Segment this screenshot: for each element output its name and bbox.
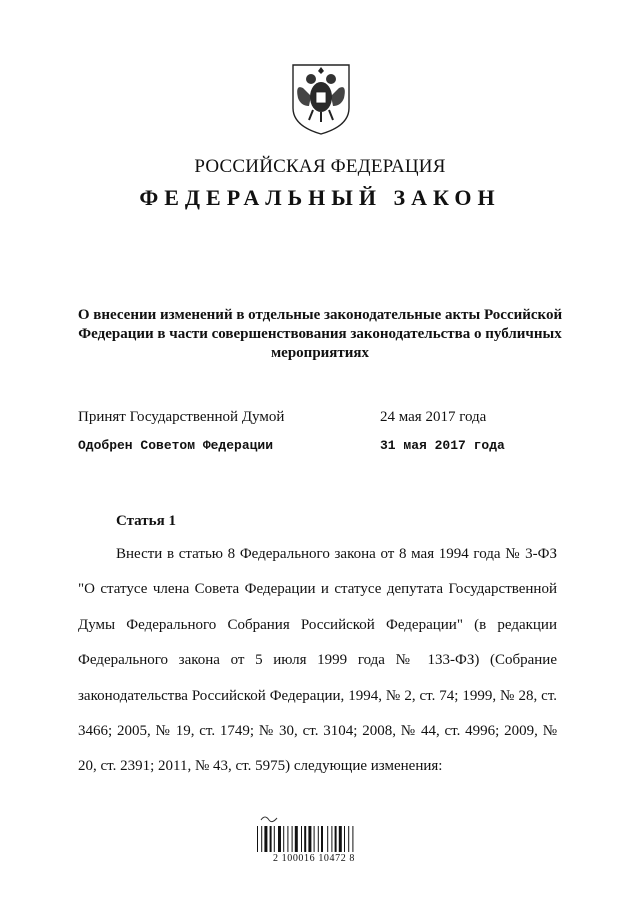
approved-label: Одобрен Советом Федерации	[78, 438, 274, 453]
document-type: ФЕДЕРАЛЬНЫЙ ЗАКОН	[139, 185, 501, 210]
coat-of-arms-icon	[289, 62, 353, 136]
barcode-number: 2 100016 10472 8	[272, 853, 356, 864]
adopted-label: Принят Государственной Думой	[78, 409, 285, 425]
article-heading: Статья 1	[116, 513, 176, 529]
approved-date: 31 мая 2017 года	[380, 438, 505, 453]
article-text: Внести в статью 8 Федерального закона от 8 мая 1994 года № 3-ФЗ "О статусе члена Совета Федерации и статусе депутата Государственной Думы Федерального Собрания Российской Федерации" (в редакции Федерального закона от 5 июля 1999 года № 133-ФЗ) (Собрание законодательства Российской Федерации, 1994, № 2, ст. 74; 1999, № 28, ст. 3466; 2005, № 19, ст. 1749; № 30, ст. 3104; 2008, № 44, ст. 4996; 2009, № 20, ст. 2391; 2011, № 43, ст. 5975) следующие изменения:	[78, 546, 557, 775]
adopted-date: 24 мая 2017 года	[380, 409, 487, 425]
country-name: РОССИЙСКАЯ ФЕДЕРАЦИЯ	[194, 156, 446, 177]
law-title: О внесении изменений в отдельные законодательные акты Российской Федерации в части совершенствования законодательства о публичных мероприятиях	[77, 307, 563, 361]
